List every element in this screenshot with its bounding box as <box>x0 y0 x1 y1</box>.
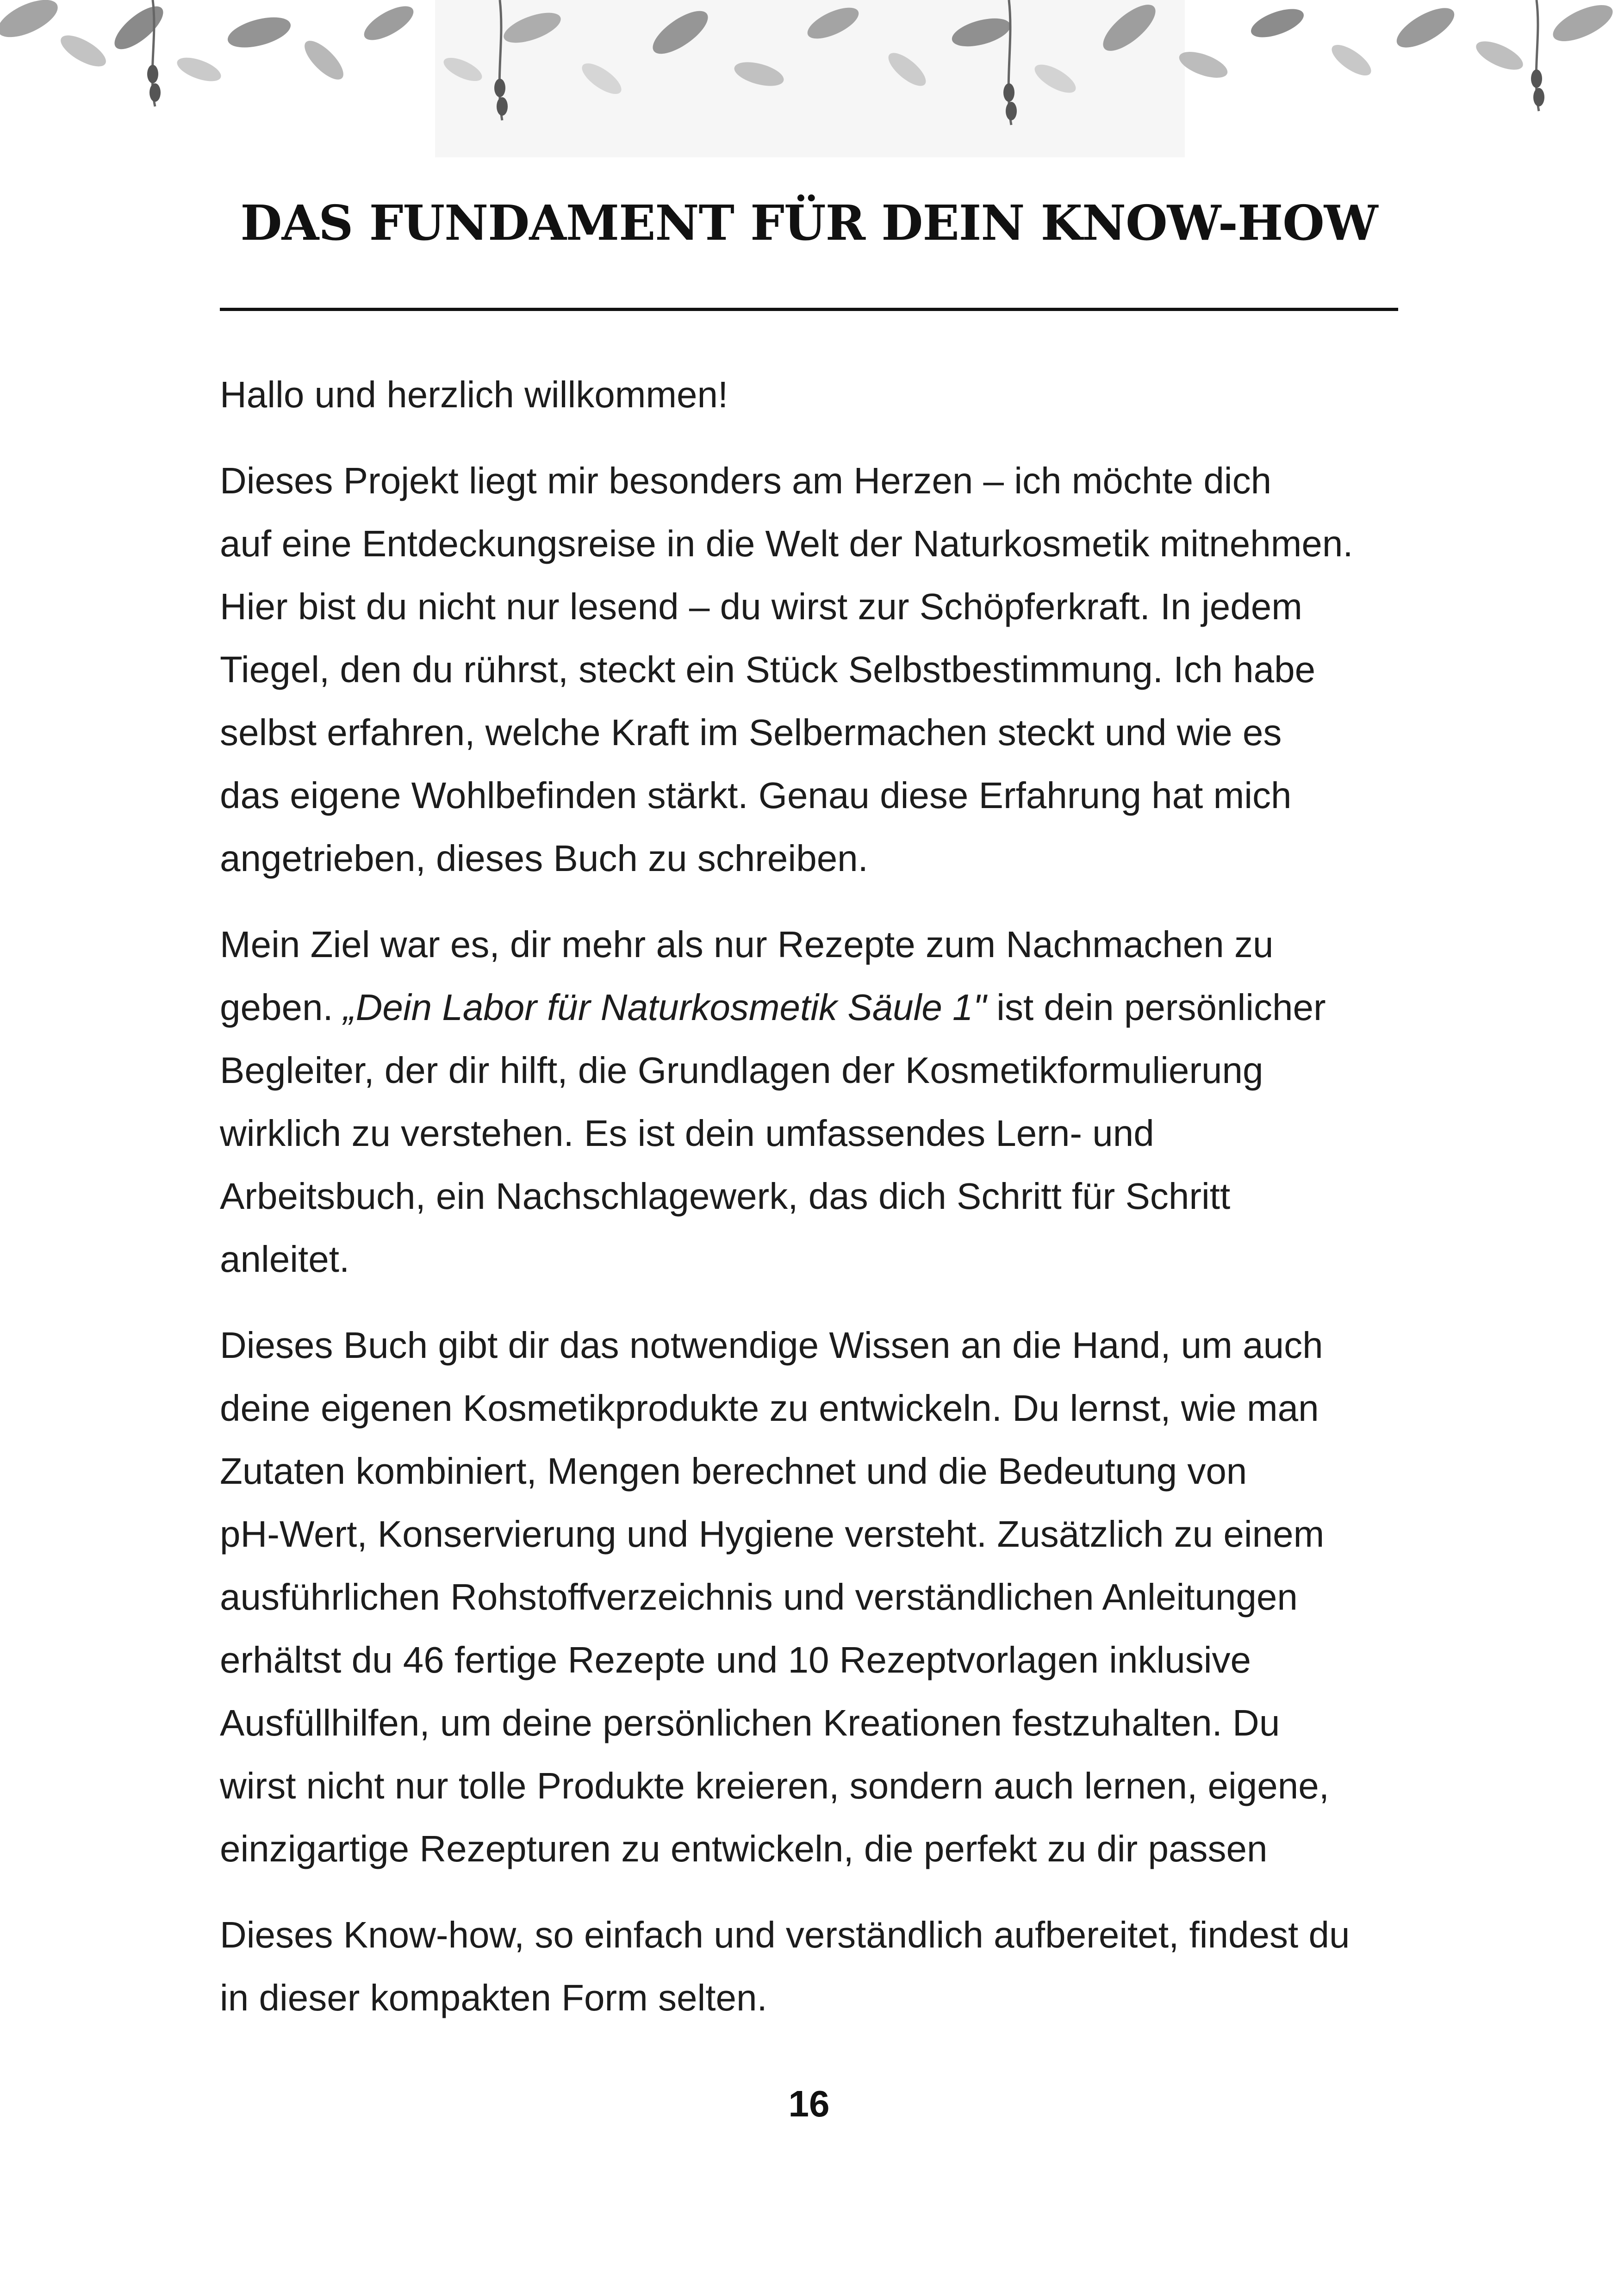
text-line: anleitet. <box>220 1238 350 1280</box>
text-line: in dieser kompakten Form selten. <box>220 1977 767 2018</box>
text-line: das eigene Wohlbefinden stärkt. Genau diese Erfahrung hat mich <box>220 775 1292 816</box>
body-text <box>220 363 1405 2053</box>
book-title: „Dein Labor für Naturkosmetik Säule 1" <box>343 987 986 1028</box>
text-line: Dieses Buch gibt dir das notwendige Wissen an die Hand, um auch <box>220 1325 1323 1366</box>
text-line: deine eigenen Kosmetikprodukte zu entwickeln. Du lernst, wie man <box>220 1388 1319 1429</box>
knowledge-paragraph <box>220 1314 1405 1880</box>
text-line: ausführlichen Rohstoffverzeichnis und verständlichen Anleitungen <box>220 1576 1298 1618</box>
text-line: Hier bist du nicht nur lesend – du wirst zur Schöpferkraft. In jedem <box>220 586 1302 627</box>
text-line: Tiegel, den du rührst, steckt ein Stück Selbstbestimmung. Ich habe <box>220 649 1316 690</box>
text-line: Mein Ziel war es, dir mehr als nur Rezepte zum Nachmachen zu <box>220 924 1274 965</box>
text-line: Arbeitsbuch, ein Nachschlagewerk, das dich Schritt für Schritt <box>220 1176 1231 1217</box>
text-line: ist dein persönlicher <box>986 987 1326 1028</box>
text-line: Zutaten kombiniert, Mengen berechnet und die Bedeutung von <box>220 1450 1247 1492</box>
text-line: Ausfüllhilfen, um deine persönlichen Kreationen festzuhalten. Du <box>220 1702 1280 1743</box>
page-title: DAS FUNDAMENT FÜR DEIN KNOW-HOW <box>240 194 1378 251</box>
floral-border-decoration <box>0 0 1618 167</box>
greeting-paragraph <box>220 363 1405 426</box>
closing-paragraph <box>220 1904 1405 2029</box>
text-line: Begleiter, der dir hilft, die Grundlagen der Kosmetikformulierung <box>220 1050 1263 1091</box>
text-line: Hallo und herzlich willkommen! <box>220 374 728 415</box>
text-line: pH-Wert, Konservierung und Hygiene versteht. Zusätzlich zu einem <box>220 1513 1325 1555</box>
text-line: wirklich zu verstehen. Es ist dein umfassendes Lern- und <box>220 1113 1154 1154</box>
text-line: einzigartige Rezepturen zu entwickeln, die perfekt zu dir passen <box>220 1828 1268 1869</box>
text-line: geben. <box>220 987 343 1028</box>
goal-paragraph <box>220 913 1405 1291</box>
text-line: Dieses Projekt liegt mir besonders am Herzen – ich möchte dich <box>220 460 1272 501</box>
text-line: selbst erfahren, welche Kraft im Selbermachen steckt und wie es <box>220 712 1282 753</box>
intro-paragraph <box>220 449 1405 890</box>
text-line: erhältst du 46 fertige Rezepte und 10 Rezeptvorlagen inklusive <box>220 1639 1251 1680</box>
text-line: angetrieben, dieses Buch zu schreiben. <box>220 838 868 879</box>
text-line: auf eine Entdeckungsreise in die Welt der Naturkosmetik mitnehmen. <box>220 523 1353 564</box>
title-divider <box>220 308 1398 311</box>
text-line: wirst nicht nur tolle Produkte kreieren, sondern auch lernen, eigene, <box>220 1765 1329 1806</box>
text-line: Dieses Know-how, so einfach und verständlich aufbereitet, findest du <box>220 1914 1350 1955</box>
page-number: 16 <box>788 2083 830 2124</box>
